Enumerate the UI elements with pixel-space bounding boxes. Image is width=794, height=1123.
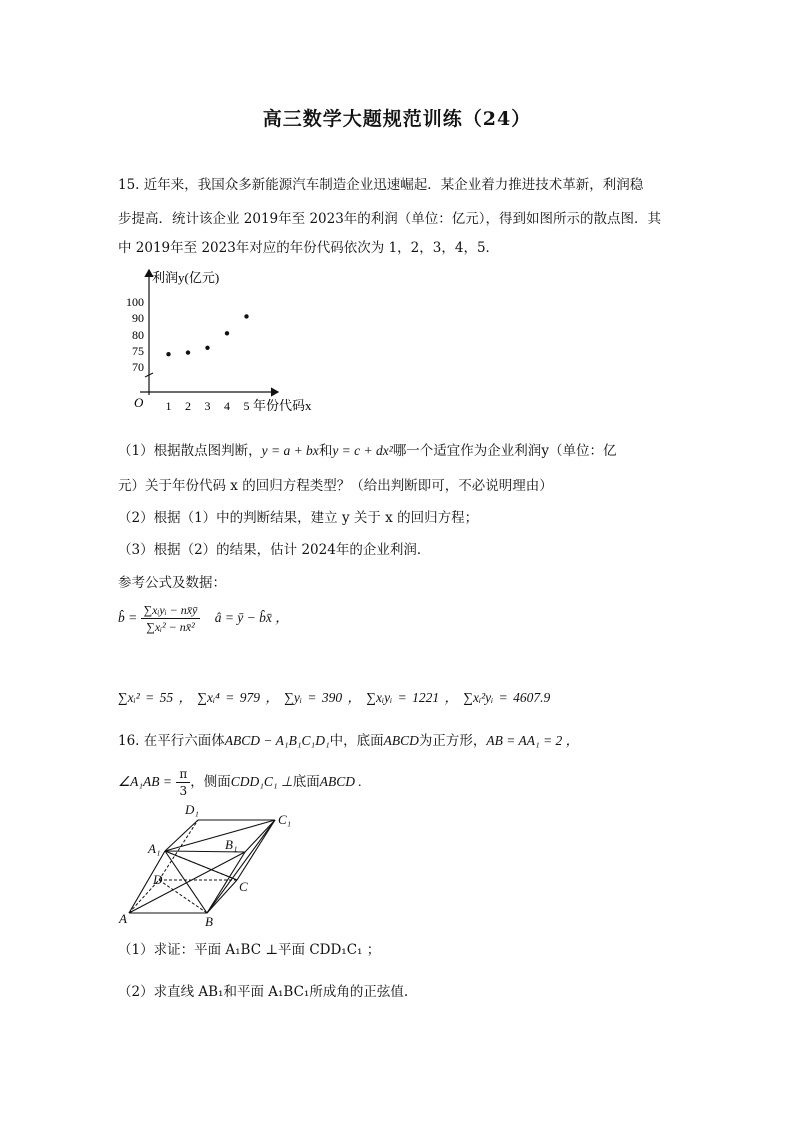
- sum-y: ∑yᵢ = 390 ，: [284, 690, 361, 705]
- a-hat-formula: â = ȳ − b̂x̄ ，: [214, 610, 289, 625]
- x-tick-label: 5: [243, 399, 250, 413]
- y-tick-label: 80: [132, 328, 144, 342]
- q15-part1-text2: 哪一个适宜作为企业利润: [392, 443, 542, 459]
- data-point: [225, 331, 229, 335]
- q16-lengths: AB = AA₁ = 2 ，: [486, 733, 580, 748]
- q16-line1: [118, 731, 678, 751]
- q15-part2: （2）根据（1）中的判断结果，建立 y 关于 x 的回归方程；: [118, 510, 479, 526]
- q16-part2: （2）求直线 AB₁和平面 A₁BC₁所成角的正弦值.: [118, 984, 409, 1000]
- q16-face: CDD₁C₁ ⊥: [230, 774, 293, 789]
- q16-text-b: ，侧面: [190, 774, 231, 790]
- sum-xy: ∑xᵢyᵢ = 1221 ，: [366, 690, 458, 705]
- q16-base: ABCD: [383, 733, 419, 748]
- q15-part1-text: （1）根据散点图判断，: [118, 443, 262, 459]
- b-hat-numerator: ∑xᵢyᵢ − nx̄ȳ: [141, 602, 201, 619]
- edge-B1-C1: [245, 820, 275, 852]
- label-D1: D₁: [185, 802, 199, 817]
- parallelepiped-figure: [115, 800, 305, 930]
- data-point: [244, 314, 248, 318]
- y-tick-label: 90: [132, 311, 144, 325]
- b-hat-symbol: b̂ =: [118, 610, 141, 625]
- q16-line2: [118, 766, 678, 799]
- q15-part3: （3）根据（2）的结果，估计 2024年的企业利润．: [118, 542, 431, 558]
- label-C: C: [239, 879, 248, 894]
- label-B1: B₁: [225, 837, 238, 852]
- q16-text-c: 中，底面: [329, 733, 384, 749]
- y-tick-label: 75: [132, 344, 144, 358]
- x-tick-label: 4: [224, 399, 230, 413]
- data-point: [205, 346, 209, 350]
- model-linear: y = a + bx: [261, 443, 319, 458]
- ref-title: 参考公式及数据：: [118, 575, 226, 591]
- sum-x4: ∑xᵢ⁴ = 979 ，: [197, 690, 279, 705]
- data-sums: [118, 688, 678, 708]
- sum-x2: ∑xᵢ² = 55 ，: [118, 690, 193, 705]
- scatter-chart: [110, 265, 320, 415]
- origin-label: O: [134, 395, 144, 410]
- q15-part1-text3: y（单位：亿: [541, 443, 617, 459]
- q16-angle: ∠A₁AB =: [118, 774, 173, 789]
- label-A: A: [119, 911, 127, 926]
- page-title: 高三数学大题规范训练（24）: [262, 108, 532, 130]
- diag-A1-B: [165, 851, 207, 913]
- q16-text-a: 16. 在平行六面体: [118, 733, 225, 749]
- b-hat-denominator: ∑xᵢ² − nx̄²: [146, 620, 195, 634]
- q16-prism: ABCD − A₁B₁C₁D₁: [224, 733, 330, 748]
- frac-den: 3: [179, 784, 188, 798]
- label-C1: C₁: [278, 812, 292, 827]
- label-A1: A₁: [148, 841, 161, 856]
- q16-part1: （1）求证：平面 A₁BC ⊥平面 CDD₁C₁ ；: [118, 942, 381, 958]
- q15-part1-line1: [118, 441, 678, 461]
- b-hat-fraction: [141, 602, 201, 635]
- edge-B-C: [207, 880, 237, 913]
- model-quadratic: y = c + dx²: [332, 443, 393, 458]
- data-point: [166, 352, 170, 356]
- conj-and: 和: [318, 443, 333, 459]
- x-tick-label: 1: [165, 399, 172, 413]
- label-B: B: [205, 914, 213, 929]
- frac-num: π: [176, 766, 190, 783]
- q15-intro-line2: 步提高．统计该企业 2019年至 2023年的利润（单位：亿元），得到如图所示的散点图．其: [118, 211, 662, 227]
- x-tick-label: 2: [185, 399, 191, 413]
- y-axis-label: 利润y(亿元): [152, 270, 220, 285]
- data-point: [186, 350, 190, 354]
- y-tick-label: 100: [126, 295, 144, 309]
- q15-intro-line1: 15. 近年来，我国众多新能源汽车制造企业迅速崛起．某企业着力推进技术革新，利润稳: [118, 177, 644, 193]
- formula-b: [118, 602, 678, 635]
- q16-text-d: 底面: [292, 774, 320, 790]
- x-tick-label: 3: [204, 399, 211, 413]
- label-D: D: [153, 872, 163, 887]
- sum-x2y: ∑xᵢ²yᵢ = 4607.9: [463, 690, 551, 705]
- q16-base2: ABCD .: [319, 774, 362, 789]
- x-axis-label: 年份代码x: [253, 398, 312, 413]
- pi-over-3: [176, 766, 190, 799]
- q15-intro-line3: 中 2019年至 2023年对应的年份代码依次为 1，2，3，4，5．: [118, 240, 500, 256]
- y-tick-label: 70: [132, 360, 144, 374]
- q16-text-e: 为正方形，: [418, 733, 487, 749]
- q15-part1-line2: 元）关于年份代码 x 的回归方程类型？（给出判断即可，不必说明理由）: [118, 478, 553, 494]
